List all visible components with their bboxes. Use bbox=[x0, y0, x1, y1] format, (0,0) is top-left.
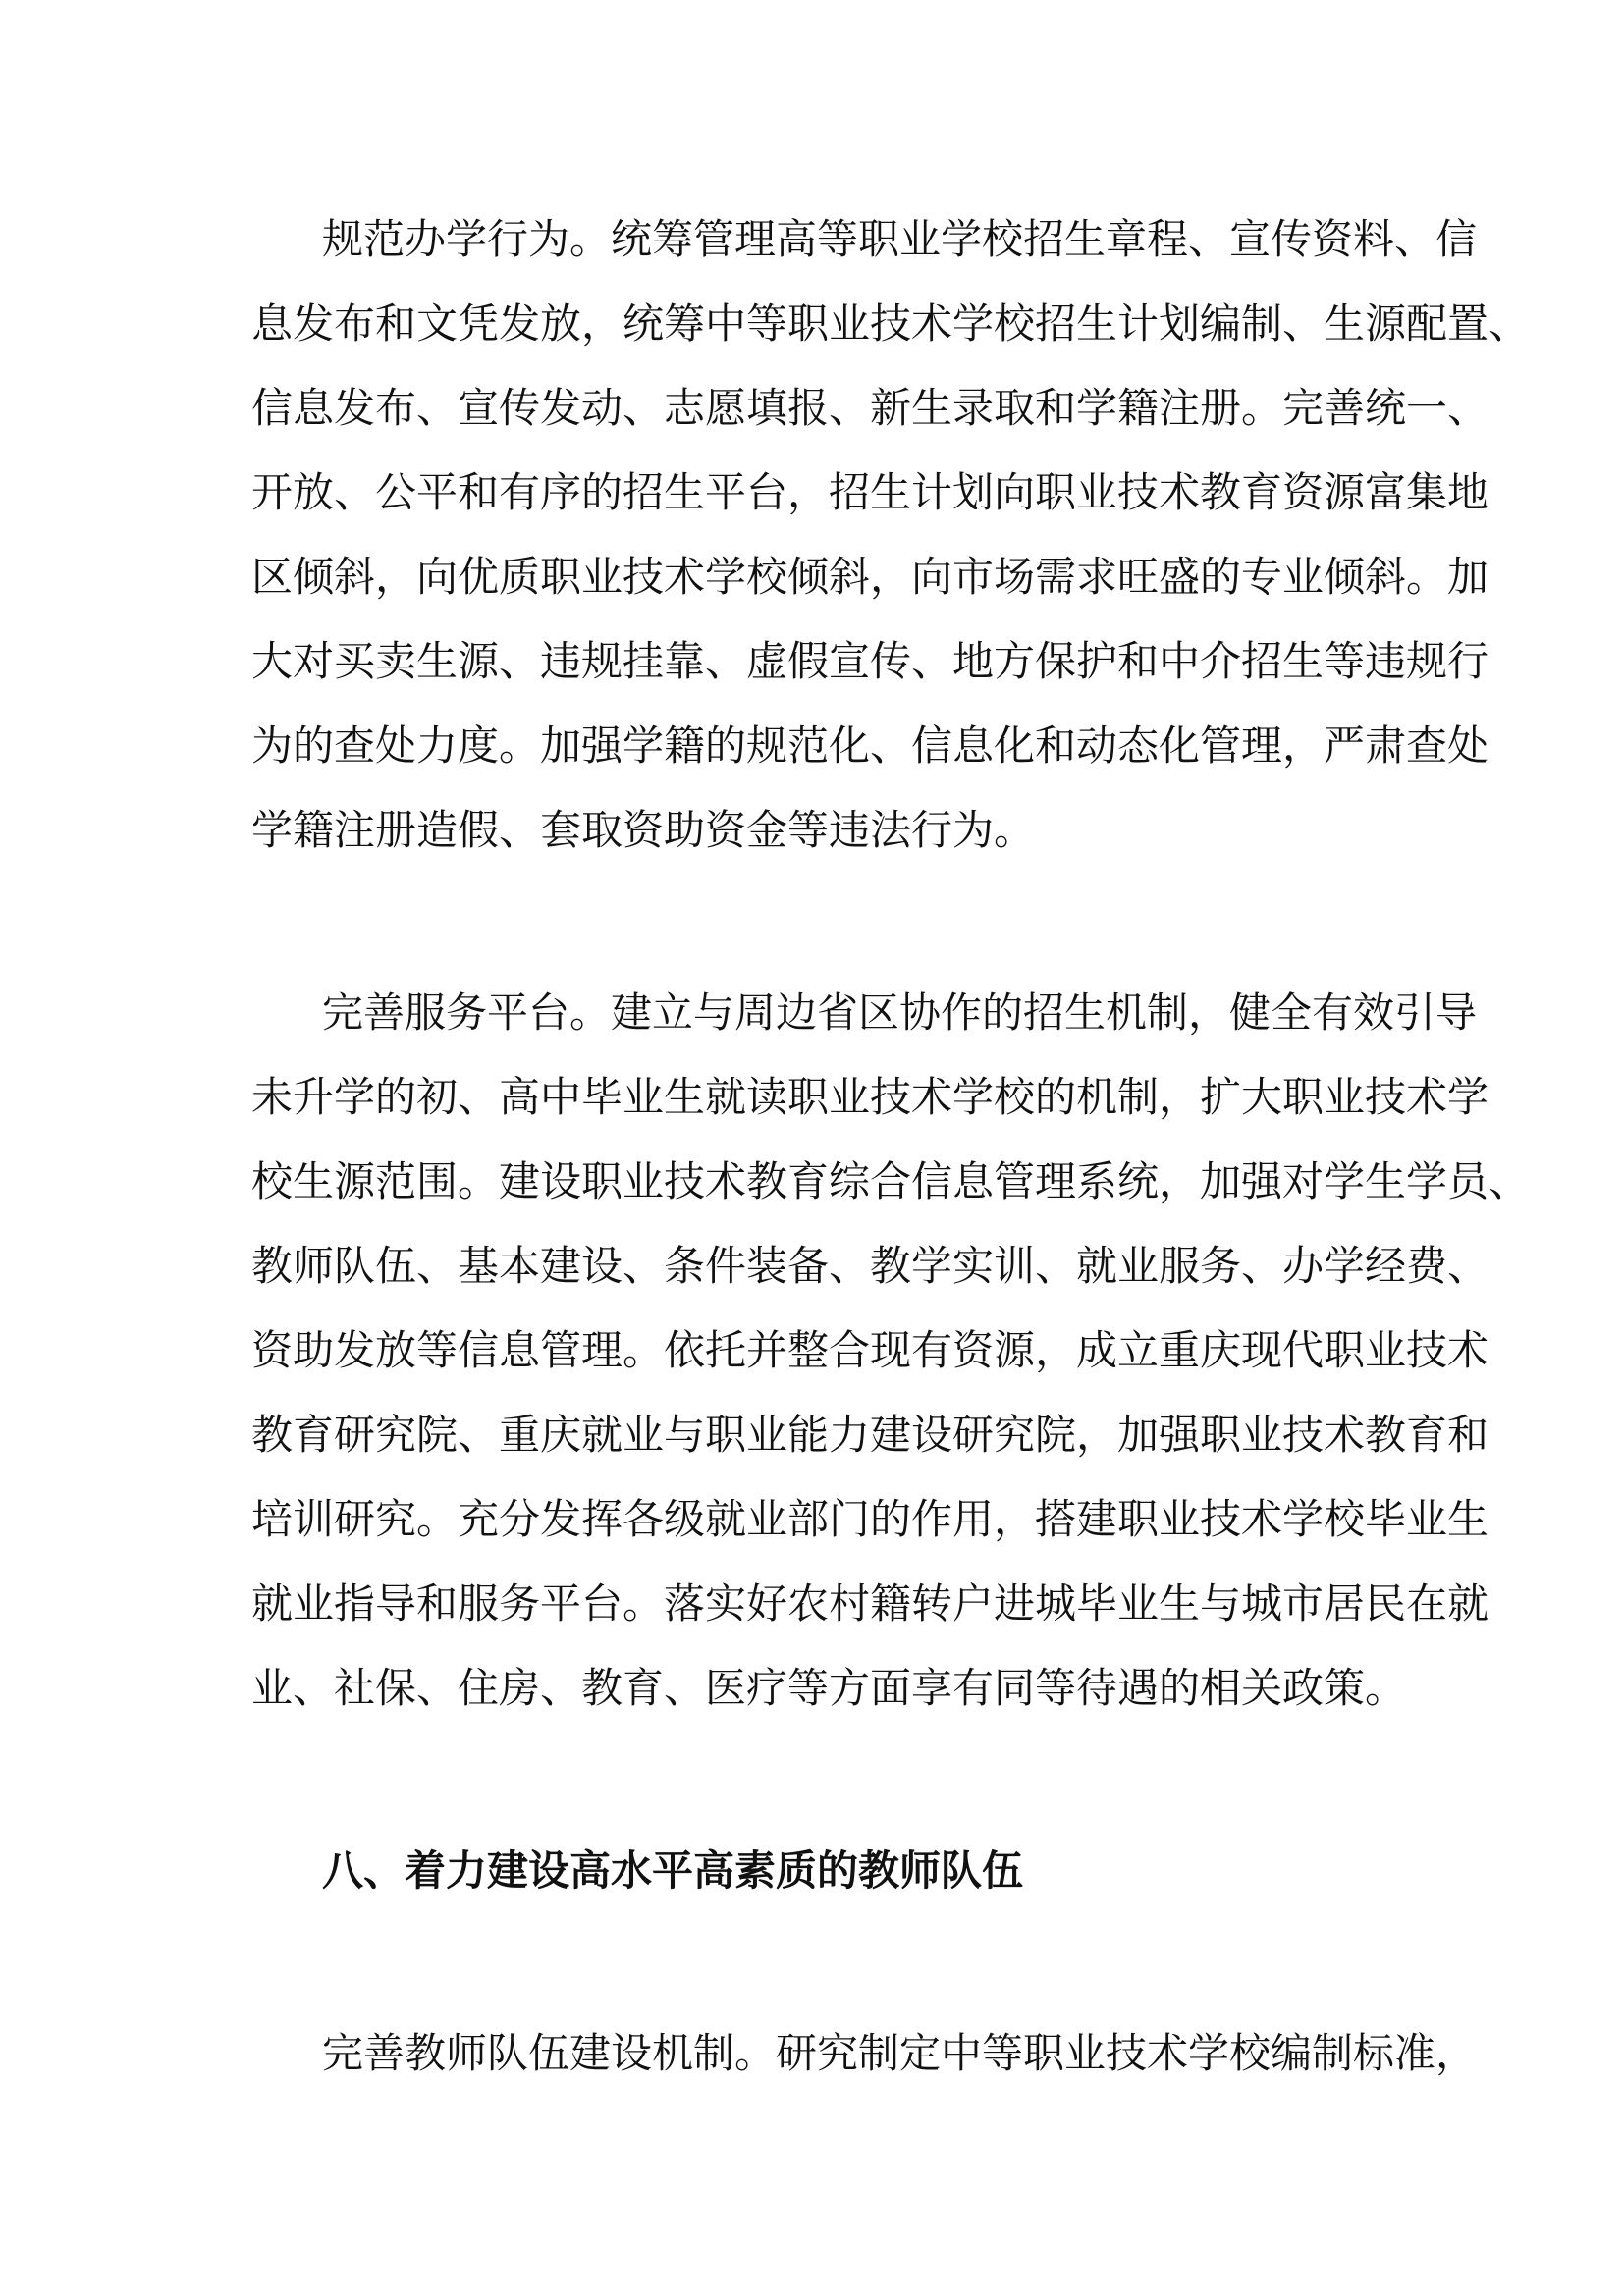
paragraph-line: 就业指导和服务平台。落实好农村籍转户进城毕业生与城市居民在就 bbox=[251, 1579, 1489, 1628]
paragraph-line: 完善教师队伍建设机制。研究制定中等职业技术学校编制标准， bbox=[322, 2029, 1478, 2077]
paragraph-line: 规范办学行为。统筹管理高等职业学校招生章程、宣传资料、信 bbox=[322, 215, 1478, 263]
paragraph-line: 业、社保、住房、教育、医疗等方面享有同等待遇的相关政策。 bbox=[251, 1664, 1407, 1712]
paragraph-line: 息发布和文凭发放，统筹中等职业技术学校招生计划编制、生源配置、 bbox=[251, 299, 1531, 347]
paragraph-line: 教师队伍、基本建设、条件装备、教学实训、就业服务、办学经费、 bbox=[251, 1242, 1489, 1290]
paragraph-line: 资助发放等信息管理。依托并整合现有资源，成立重庆现代职业技术 bbox=[251, 1326, 1489, 1374]
paragraph-line: 完善服务平台。建立与周边省区协作的招生机制，健全有效引导 bbox=[322, 988, 1478, 1037]
paragraph-line: 区倾斜，向优质职业技术学校倾斜，向市场需求旺盛的专业倾斜。加 bbox=[251, 553, 1489, 601]
paragraph-line: 开放、公平和有序的招生平台，招生计划向职业技术教育资源富集地 bbox=[251, 468, 1489, 516]
paragraph-line: 未升学的初、高中毕业生就读职业技术学校的机制，扩大职业技术学 bbox=[251, 1073, 1489, 1121]
paragraph-line: 培训研究。充分发挥各级就业部门的作用，搭建职业技术学校毕业生 bbox=[251, 1495, 1489, 1543]
paragraph-line: 信息发布、宣传发动、志愿填报、新生录取和学籍注册。完善统一、 bbox=[251, 384, 1489, 432]
paragraph-line: 学籍注册造假、套取资助资金等违法行为。 bbox=[251, 806, 1036, 854]
paragraph-line: 大对买卖生源、违规挂靠、虚假宣传、地方保护和中介招生等违规行 bbox=[251, 637, 1489, 685]
paragraph-line: 校生源范围。建设职业技术教育综合信息管理系统，加强对学生学员、 bbox=[251, 1157, 1531, 1205]
paragraph-line: 为的查处力度。加强学籍的规范化、信息化和动态化管理，严肃查处 bbox=[251, 721, 1489, 770]
section-heading: 八、着力建设高水平高素质的教师队伍 bbox=[322, 1846, 1024, 1895]
paragraph-line: 教育研究院、重庆就业与职业能力建设研究院，加强职业技术教育和 bbox=[251, 1411, 1489, 1459]
